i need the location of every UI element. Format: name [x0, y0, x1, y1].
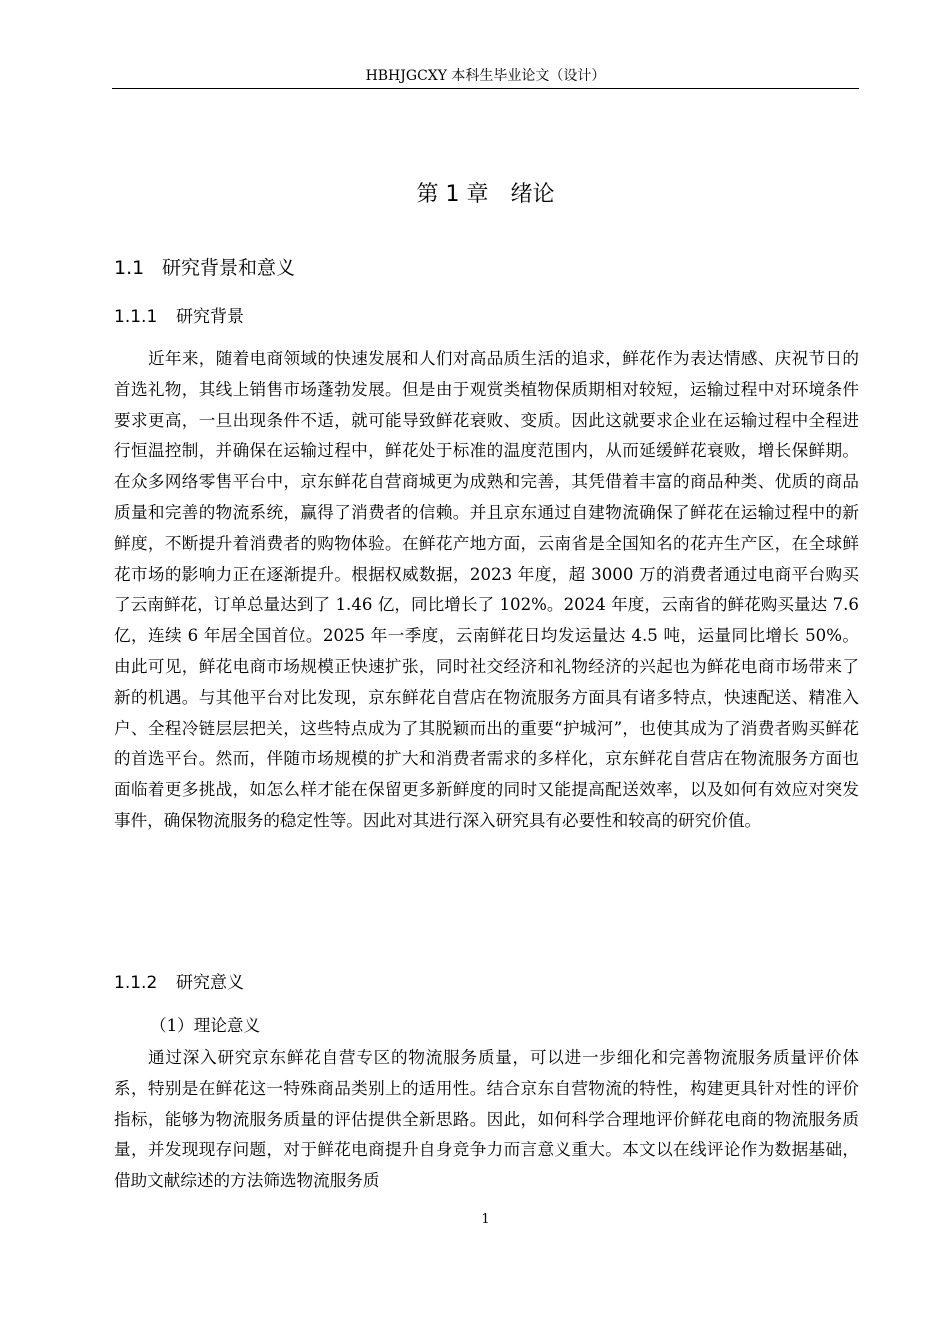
section-number: 1.1 — [114, 257, 145, 279]
section-title: 研究背景和意义 — [162, 257, 296, 279]
section-title: 研究背景 — [176, 307, 244, 327]
section-title: 研究意义 — [176, 973, 244, 993]
running-header: HBHJGCXY 本科生毕业论文（设计） — [365, 68, 606, 84]
background-paragraph: 近年来，随着电商领域的快速发展和人们对高品质生活的追求，鲜花作为表达情感、庆祝节日的首选礼物，其线上销售市场蓬勃发展。但是由于观赏类植物保质期相对较短，运输过程中对环境条件要求更高，一旦出现条件不适，就可能导致鲜花衰败、变质。因此这就要求企业在运输过程中全程进行恒温控制，并确保在运输过程中，鲜花处于标准的温度范围内，从而延缓鲜花衰败，增长保鲜期。在众多网络零售平台中，京东鲜花自营商城更为成熟和完善，其凭借着丰富的商品种类、优质的商品质量和完善的物流系统，赢得了消费者的信赖。并且京东通过自建物流确保了鲜花在运输过程中的新鲜度，不断提升着消费者的购物体验。在鲜花产地方面，云南省是全国知名的花卉生产区，在全球鲜花市场的影响力正在逐渐提升。根据权威数据，2023 年度，超 3000 万的消费者通过电商平台购买了云南鲜花，订单总量达到了 1.46 亿，同比增长了 102%。2024 年度，云南省的鲜花购买量达 7.6 亿，连续 6 年居全国首位。2025 年一季度，云南鲜花日均发运量达 4.5 吨，运量同比增长 50%。由此可见，鲜花电商市场规模正快速扩张，同时社交经济和礼物经济的兴起也为鲜花电商市场带来了新的机遇。与其他平台对比发现，京东鲜花自营店在物流服务方面具有诸多特点，快速配送、精准入户、全程冷链层层把关，这些特点成为了其脱颖而出的重要“护城河”，也使其成为了消费者购买鲜花的首选平台。然而，伴随市场规模的扩大和消费者需求的多样化，京东鲜花自营店在物流服务方面也面临着更多挑战，如怎么样才能在保留更多新鲜度的同时又能提高配送效率，以及如何有效应对突发事件，确保物流服务的稳定性等。因此对其进行深入研究具有必要性和较高的研究价值。 — [114, 349, 859, 830]
page-number: 1 — [481, 1212, 490, 1227]
subheading-theoretical-significance: （1）理论意义 — [150, 1016, 261, 1035]
section-heading-1-1 — [114, 254, 295, 282]
section-heading-1-1-1 — [114, 304, 244, 330]
header-divider — [112, 88, 859, 89]
section-number: 1.1.2 — [114, 973, 158, 993]
section-number: 1.1.1 — [114, 307, 158, 327]
section-heading-1-1-2 — [114, 970, 244, 996]
chapter-title: 第 1 章 绪论 — [416, 182, 555, 207]
significance-paragraph: 通过深入研究京东鲜花自营专区的物流服务质量，可以进一步细化和完善物流服务质量评价体系，特别是在鲜花这一特殊商品类别上的适用性。结合京东自营物流的特性，构建更具针对性的评价指标，能够为物流服务质量的评估提供全新思路。因此，如何科学合理地评价鲜花电商的物流服务质量，并发现现存问题，对于鲜花电商提升自身竞争力而言意义重大。本文以在线评论作为数据基础，借助文献综述的方法筛选物流服务质 — [114, 1048, 859, 1191]
